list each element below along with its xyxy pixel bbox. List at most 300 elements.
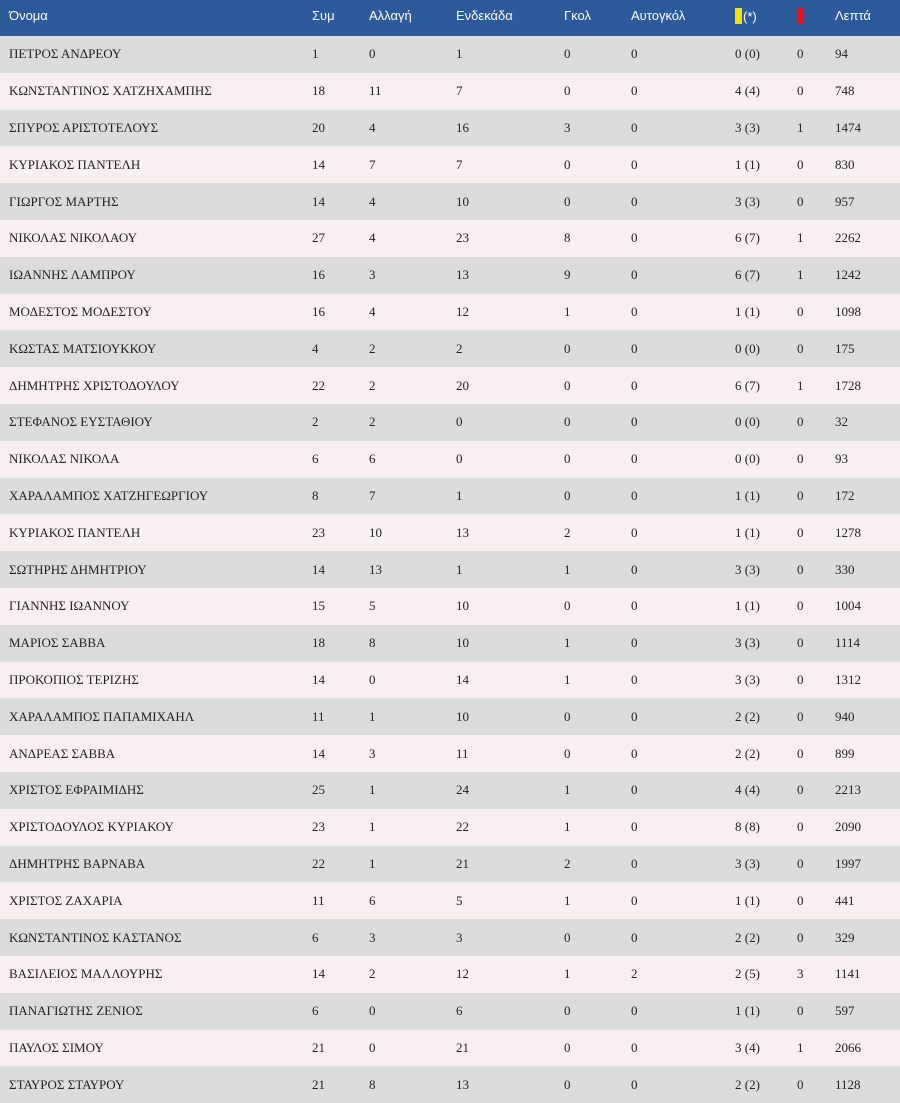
player-name: ΠΑΥΛΟΣ ΣΙΜΟΥ: [9, 1039, 104, 1055]
player-name: ΝΙΚΟΛΑΣ ΝΙΚΟΛΑ: [9, 451, 120, 467]
player-subs: 6: [369, 892, 376, 908]
table-row: [0, 625, 900, 662]
player-starts: 0: [456, 451, 463, 467]
player-apps: 1: [312, 46, 319, 62]
player-minutes: 329: [835, 929, 855, 945]
player-yellow-cards: 3 (3): [735, 855, 760, 871]
player-goals: 0: [564, 377, 571, 393]
player-apps: 20: [312, 119, 325, 135]
player-yellow-cards: 2 (5): [735, 966, 760, 982]
player-minutes: 2090: [835, 819, 861, 835]
player-name: ΣΤΕΦΑΝΟΣ ΕΥΣΤΑΘΙΟΥ: [9, 414, 153, 430]
player-red-cards: 0: [797, 193, 804, 209]
player-own-goals: 0: [631, 782, 638, 798]
player-starts: 10: [456, 635, 469, 651]
player-apps: 8: [312, 487, 319, 503]
header-minutes[interactable]: Λεπτά: [835, 8, 871, 23]
player-yellow-cards: 8 (8): [735, 819, 760, 835]
player-red-cards: 1: [797, 377, 804, 393]
player-red-cards: 3: [797, 966, 804, 982]
player-apps: 27: [312, 230, 325, 246]
header-starts[interactable]: Ενδεκάδα: [456, 8, 513, 23]
player-goals: 1: [564, 782, 571, 798]
player-goals: 0: [564, 340, 571, 356]
player-minutes: 597: [835, 1003, 855, 1019]
table-row: [0, 367, 900, 404]
player-name: ΠΑΝΑΓΙΩΤΗΣ ΖΕΝΙΟΣ: [9, 1003, 143, 1019]
player-starts: 1: [456, 561, 463, 577]
player-own-goals: 0: [631, 524, 638, 540]
player-own-goals: 0: [631, 1039, 638, 1055]
player-apps: 21: [312, 1076, 325, 1092]
player-own-goals: 0: [631, 598, 638, 614]
player-red-cards: 0: [797, 561, 804, 577]
player-apps: 21: [312, 1039, 325, 1055]
table-row: [0, 956, 900, 993]
player-starts: 21: [456, 855, 469, 871]
player-subs: 10: [369, 524, 382, 540]
player-red-cards: 0: [797, 708, 804, 724]
player-goals: 1: [564, 892, 571, 908]
player-starts: 13: [456, 524, 469, 540]
player-own-goals: 0: [631, 414, 638, 430]
player-goals: 0: [564, 1076, 571, 1092]
player-starts: 16: [456, 119, 469, 135]
player-yellow-cards: 1 (1): [735, 524, 760, 540]
player-goals: 0: [564, 46, 571, 62]
player-minutes: 957: [835, 193, 855, 209]
player-red-cards: 0: [797, 671, 804, 687]
player-name: ΚΥΡΙΑΚΟΣ ΠΑΝΤΕΛΗ: [9, 156, 141, 172]
player-starts: 1: [456, 487, 463, 503]
player-goals: 1: [564, 966, 571, 982]
player-red-cards: 1: [797, 230, 804, 246]
player-yellow-cards: 0 (0): [735, 46, 760, 62]
player-subs: 2: [369, 966, 376, 982]
player-yellow-cards: 6 (7): [735, 377, 760, 393]
player-goals: 1: [564, 671, 571, 687]
table-row: [0, 993, 900, 1030]
yellow-card-icon: [735, 8, 742, 24]
player-own-goals: 0: [631, 230, 638, 246]
player-goals: 1: [564, 561, 571, 577]
player-subs: 4: [369, 230, 376, 246]
player-starts: 23: [456, 230, 469, 246]
player-name: ΧΡΙΣΤΟΣ ΖΑΧΑΡΙΑ: [9, 892, 123, 908]
player-minutes: 1242: [835, 267, 861, 283]
player-minutes: 1114: [835, 635, 861, 651]
table-row: [0, 772, 900, 809]
player-subs: 0: [369, 671, 376, 687]
player-name: ΣΤΑΥΡΟΣ ΣΤΑΥΡΟΥ: [9, 1076, 125, 1092]
player-subs: 1: [369, 819, 376, 835]
player-subs: 0: [369, 1003, 376, 1019]
player-apps: 16: [312, 303, 325, 319]
player-yellow-cards: 1 (1): [735, 598, 760, 614]
player-goals: 0: [564, 929, 571, 945]
player-minutes: 1278: [835, 524, 861, 540]
player-name: ΜΟΔΕΣΤΟΣ ΜΟΔΕΣΤΟΥ: [9, 303, 152, 319]
player-starts: 7: [456, 156, 463, 172]
player-own-goals: 0: [631, 1003, 638, 1019]
player-minutes: 940: [835, 708, 855, 724]
player-own-goals: 0: [631, 193, 638, 209]
player-apps: 6: [312, 929, 319, 945]
player-yellow-cards: 1 (1): [735, 156, 760, 172]
player-apps: 23: [312, 524, 325, 540]
player-own-goals: 0: [631, 451, 638, 467]
player-own-goals: 0: [631, 156, 638, 172]
player-minutes: 899: [835, 745, 855, 761]
player-goals: 0: [564, 83, 571, 99]
player-yellow-cards: 4 (4): [735, 83, 760, 99]
player-subs: 1: [369, 708, 376, 724]
player-minutes: 1474: [835, 119, 861, 135]
player-starts: 10: [456, 708, 469, 724]
player-starts: 5: [456, 892, 463, 908]
header-goals[interactable]: Γκολ: [564, 8, 591, 23]
player-own-goals: 0: [631, 119, 638, 135]
player-goals: 2: [564, 855, 571, 871]
player-goals: 0: [564, 156, 571, 172]
player-own-goals: 0: [631, 340, 638, 356]
player-yellow-cards: 1 (1): [735, 892, 760, 908]
player-own-goals: 0: [631, 635, 638, 651]
player-subs: 7: [369, 156, 376, 172]
player-subs: 1: [369, 782, 376, 798]
player-yellow-cards: 2 (2): [735, 929, 760, 945]
player-own-goals: 0: [631, 561, 638, 577]
player-name: ΧΑΡΑΛΑΜΠΟΣ ΠΑΠΑΜΙΧΑΗΛ: [9, 708, 195, 724]
player-apps: 11: [312, 708, 325, 724]
player-red-cards: 0: [797, 414, 804, 430]
player-name: ΚΩΣΤΑΣ ΜΑΤΣΙΟΥΚΚΟΥ: [9, 340, 157, 356]
player-red-cards: 0: [797, 782, 804, 798]
player-minutes: 93: [835, 451, 848, 467]
player-minutes: 1312: [835, 671, 861, 687]
player-minutes: 330: [835, 561, 855, 577]
player-apps: 4: [312, 340, 319, 356]
player-subs: 11: [369, 83, 382, 99]
player-apps: 14: [312, 561, 325, 577]
player-starts: 14: [456, 671, 469, 687]
player-name: ΧΡΙΣΤΟΣ ΕΦΡΑΙΜΙΔΗΣ: [9, 782, 144, 798]
player-goals: 0: [564, 708, 571, 724]
header-red-cards[interactable]: [797, 0, 835, 36]
player-subs: 8: [369, 635, 376, 651]
player-starts: 20: [456, 377, 469, 393]
player-own-goals: 0: [631, 929, 638, 945]
player-minutes: 2213: [835, 782, 861, 798]
player-red-cards: 1: [797, 267, 804, 283]
player-minutes: 32: [835, 414, 848, 430]
player-subs: 13: [369, 561, 382, 577]
table-row: [0, 404, 900, 441]
player-apps: 6: [312, 1003, 319, 1019]
player-own-goals: 2: [631, 966, 638, 982]
player-starts: 0: [456, 414, 463, 430]
player-yellow-cards: 3 (3): [735, 671, 760, 687]
player-starts: 6: [456, 1003, 463, 1019]
player-yellow-cards: 0 (0): [735, 340, 760, 356]
player-apps: 23: [312, 819, 325, 835]
player-name: ΠΕΤΡΟΣ ΑΝΔΡΕΟΥ: [9, 46, 122, 62]
table-row: [0, 1030, 900, 1067]
player-subs: 3: [369, 929, 376, 945]
player-subs: 5: [369, 598, 376, 614]
player-starts: 12: [456, 966, 469, 982]
player-goals: 9: [564, 267, 571, 283]
player-subs: 4: [369, 303, 376, 319]
player-name: ΜΑΡΙΟΣ ΣΑΒΒΑ: [9, 635, 106, 651]
player-starts: 3: [456, 929, 463, 945]
player-goals: 1: [564, 635, 571, 651]
player-name: ΚΩΝΣΤΑΝΤΙΝΟΣ ΚΑΣΤΑΝΟΣ: [9, 929, 182, 945]
player-apps: 15: [312, 598, 325, 614]
player-red-cards: 0: [797, 340, 804, 356]
player-red-cards: 0: [797, 1003, 804, 1019]
player-subs: 2: [369, 414, 376, 430]
table-row: [0, 735, 900, 772]
table-row: [0, 919, 900, 956]
player-starts: 1: [456, 46, 463, 62]
header-yellow-cards[interactable]: [735, 0, 797, 36]
player-goals: 0: [564, 598, 571, 614]
player-red-cards: 1: [797, 119, 804, 135]
player-name: ΧΡΙΣΤΟΔΟΥΛΟΣ ΚΥΡΙΑΚΟΥ: [9, 819, 174, 835]
player-yellow-cards: 6 (7): [735, 230, 760, 246]
player-starts: 11: [456, 745, 469, 761]
player-red-cards: 0: [797, 819, 804, 835]
player-goals: 0: [564, 414, 571, 430]
player-apps: 16: [312, 267, 325, 283]
player-subs: 4: [369, 193, 376, 209]
player-own-goals: 0: [631, 1076, 638, 1092]
player-minutes: 441: [835, 892, 855, 908]
player-name: ΝΙΚΟΛΑΣ ΝΙΚΟΛΑΟΥ: [9, 230, 137, 246]
table-row: [0, 1066, 900, 1103]
player-yellow-cards: 2 (2): [735, 1076, 760, 1092]
player-subs: 1: [369, 855, 376, 871]
player-apps: 18: [312, 635, 325, 651]
table-row: [0, 183, 900, 220]
player-starts: 7: [456, 83, 463, 99]
player-minutes: 748: [835, 83, 855, 99]
player-starts: 10: [456, 598, 469, 614]
player-name: ΙΩΑΝΝΗΣ ΛΑΜΠΡΟΥ: [9, 267, 136, 283]
player-subs: 0: [369, 1039, 376, 1055]
player-name: ΚΥΡΙΑΚΟΣ ΠΑΝΤΕΛΗ: [9, 524, 141, 540]
player-name: ΑΝΔΡΕΑΣ ΣΑΒΒΑ: [9, 745, 116, 761]
player-red-cards: 0: [797, 598, 804, 614]
player-apps: 6: [312, 451, 319, 467]
player-starts: 24: [456, 782, 469, 798]
player-subs: 2: [369, 340, 376, 356]
player-apps: 14: [312, 193, 325, 209]
player-apps: 14: [312, 966, 325, 982]
player-red-cards: 0: [797, 892, 804, 908]
player-red-cards: 0: [797, 855, 804, 871]
table-body: [0, 36, 900, 1103]
player-minutes: 1004: [835, 598, 861, 614]
table-row: [0, 294, 900, 331]
player-yellow-cards: 2 (2): [735, 708, 760, 724]
player-subs: 8: [369, 1076, 376, 1092]
table-row: [0, 330, 900, 367]
player-red-cards: 0: [797, 745, 804, 761]
table-row: [0, 551, 900, 588]
player-yellow-cards: 0 (0): [735, 414, 760, 430]
player-minutes: 2066: [835, 1039, 861, 1055]
player-name: ΧΑΡΑΛΑΜΠΟΣ ΧΑΤΖΗΓΕΩΡΓΙΟΥ: [9, 487, 209, 503]
table-row: [0, 146, 900, 183]
player-starts: 12: [456, 303, 469, 319]
player-name: ΓΙΩΡΓΟΣ ΜΑΡΤΗΣ: [9, 193, 119, 209]
player-starts: 13: [456, 1076, 469, 1092]
player-red-cards: 0: [797, 929, 804, 945]
player-own-goals: 0: [631, 708, 638, 724]
player-red-cards: 0: [797, 451, 804, 467]
table-row: [0, 846, 900, 883]
player-own-goals: 0: [631, 819, 638, 835]
player-apps: 14: [312, 156, 325, 172]
player-name: ΓΙΑΝΝΗΣ ΙΩΑΝΝΟΥ: [9, 598, 130, 614]
player-yellow-cards: 0 (0): [735, 451, 760, 467]
player-apps: 14: [312, 671, 325, 687]
player-apps: 22: [312, 377, 325, 393]
player-minutes: 1098: [835, 303, 861, 319]
player-yellow-cards: 1 (1): [735, 487, 760, 503]
player-starts: 10: [456, 193, 469, 209]
player-red-cards: 0: [797, 635, 804, 651]
player-name: ΠΡΟΚΟΠΙΟΣ ΤΕΡΙΖΗΣ: [9, 671, 139, 687]
player-own-goals: 0: [631, 892, 638, 908]
player-goals: 0: [564, 193, 571, 209]
player-name: ΔΗΜΗΤΡΗΣ ΒΑΡΝΑΒΑ: [9, 855, 146, 871]
table-row: [0, 36, 900, 73]
player-goals: 3: [564, 119, 571, 135]
player-subs: 3: [369, 745, 376, 761]
player-apps: 25: [312, 782, 325, 798]
player-own-goals: 0: [631, 267, 638, 283]
player-own-goals: 0: [631, 487, 638, 503]
player-goals: 0: [564, 745, 571, 761]
player-yellow-cards: 3 (3): [735, 561, 760, 577]
player-name: ΚΩΝΣΤΑΝΤΙΝΟΣ ΧΑΤΖΗΧΑΜΠΗΣ: [9, 83, 212, 99]
player-yellow-cards: 1 (1): [735, 303, 760, 319]
table-header: [0, 0, 900, 36]
table-row: [0, 662, 900, 699]
player-goals: 0: [564, 1003, 571, 1019]
table-row: [0, 882, 900, 919]
header-own-goals[interactable]: Αυτογκόλ: [631, 8, 686, 23]
player-minutes: 175: [835, 340, 855, 356]
player-own-goals: 0: [631, 46, 638, 62]
player-subs: 4: [369, 119, 376, 135]
player-subs: 2: [369, 377, 376, 393]
player-red-cards: 1: [797, 1039, 804, 1055]
player-minutes: 172: [835, 487, 855, 503]
player-own-goals: 0: [631, 303, 638, 319]
header-subs[interactable]: Αλλαγή: [369, 8, 412, 23]
table-row: [0, 514, 900, 551]
player-minutes: 1728: [835, 377, 861, 393]
header-row: [0, 0, 900, 36]
header-yellow-suffix: (*): [743, 9, 757, 24]
player-goals: 8: [564, 230, 571, 246]
player-subs: 3: [369, 267, 376, 283]
player-starts: 13: [456, 267, 469, 283]
player-goals: 0: [564, 1039, 571, 1055]
player-apps: 18: [312, 83, 325, 99]
player-yellow-cards: 1 (1): [735, 1003, 760, 1019]
player-starts: 21: [456, 1039, 469, 1055]
player-subs: 6: [369, 451, 376, 467]
player-minutes: 1141: [835, 966, 861, 982]
player-red-cards: 0: [797, 487, 804, 503]
player-yellow-cards: 4 (4): [735, 782, 760, 798]
table-row: [0, 588, 900, 625]
player-goals: 0: [564, 451, 571, 467]
table-row: [0, 110, 900, 147]
player-goals: 1: [564, 303, 571, 319]
player-yellow-cards: 6 (7): [735, 267, 760, 283]
table-row: [0, 478, 900, 515]
player-goals: 2: [564, 524, 571, 540]
player-starts: 22: [456, 819, 469, 835]
player-minutes: 2262: [835, 230, 861, 246]
player-minutes: 94: [835, 46, 848, 62]
player-minutes: 830: [835, 156, 855, 172]
player-red-cards: 0: [797, 46, 804, 62]
table-row: [0, 73, 900, 110]
player-own-goals: 0: [631, 671, 638, 687]
player-red-cards: 0: [797, 156, 804, 172]
player-name: ΒΑΣΙΛΕΙΟΣ ΜΑΛΛΟΥΡΗΣ: [9, 966, 163, 982]
header-name[interactable]: Όνομα: [9, 8, 48, 23]
player-starts: 2: [456, 340, 463, 356]
player-red-cards: 0: [797, 524, 804, 540]
player-apps: 14: [312, 745, 325, 761]
header-apps[interactable]: Συμ: [312, 8, 335, 23]
red-card-icon: [797, 8, 804, 24]
table-row: [0, 698, 900, 735]
player-goals: 0: [564, 487, 571, 503]
player-own-goals: 0: [631, 855, 638, 871]
player-apps: 11: [312, 892, 325, 908]
table-row: [0, 257, 900, 294]
player-name: ΣΠΥΡΟΣ ΑΡΙΣΤΟΤΕΛΟΥΣ: [9, 119, 159, 135]
table-row: [0, 441, 900, 478]
player-yellow-cards: 2 (2): [735, 745, 760, 761]
player-minutes: 1997: [835, 855, 861, 871]
player-apps: 22: [312, 855, 325, 871]
player-yellow-cards: 3 (3): [735, 635, 760, 651]
player-subs: 0: [369, 46, 376, 62]
table-row: [0, 220, 900, 257]
player-yellow-cards: 3 (3): [735, 193, 760, 209]
player-name: ΔΗΜΗΤΡΗΣ ΧΡΙΣΤΟΔΟΥΛΟΥ: [9, 377, 180, 393]
player-red-cards: 0: [797, 83, 804, 99]
player-own-goals: 0: [631, 377, 638, 393]
player-own-goals: 0: [631, 83, 638, 99]
player-own-goals: 0: [631, 745, 638, 761]
player-yellow-cards: 3 (4): [735, 1039, 760, 1055]
player-yellow-cards: 3 (3): [735, 119, 760, 135]
player-apps: 2: [312, 414, 319, 430]
player-goals: 1: [564, 819, 571, 835]
player-name: ΣΩΤΗΡΗΣ ΔΗΜΗΤΡΙΟΥ: [9, 561, 147, 577]
